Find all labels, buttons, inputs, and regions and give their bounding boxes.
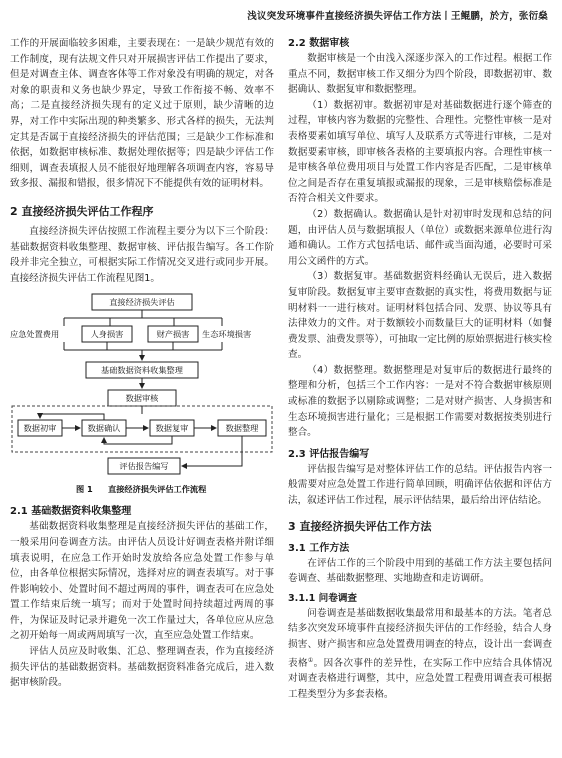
paragraph: 数据审核是一个由浅入深逐步深入的工作过程。根据工作重点不同，数据审核工作又细分为四个阶段，即数据初审、数据确认、数据复审和数据整理。: [288, 53, 552, 96]
flow-label-confirm: 数据确认: [87, 423, 121, 434]
paragraph: 工作的开展面临较多困难，主要表现在：一是缺少规范有效的工作制度，现有法规文件只对开展损害评估工作提出了要求，但是对调查主体、调查客体等工作对象没有明确的规定，对各对象的职责和义务也缺少界定，导致工作衔接不畅、效率不高；二是直接经济损失现有的定义过于原则，缺少清晰的边界，对工作中实际出现的种类繁多、形式各样的损失，无法判定其是否属于直接经济损失的评估范围；三是缺少工作标准和依据，如数据审核标准、数据处理依据等；四是缺少评估工作细则，调查表填报人员不能很好地理解各项调查内容，容易导致多报、漏报和错报，很多情况下不能提供有效的证明材料。: [10, 38, 274, 190]
figure-caption-text: 直接经济损失评估工作流程: [108, 484, 207, 495]
paragraph: 评估人员应及时收集、汇总、整理调查表，作为直接经济损失评估的基础数据资料。基础数据资料准备完成后，进入数据审核阶段。: [10, 646, 274, 689]
paragraph: [288, 606, 552, 703]
flowchart-figure: [10, 292, 274, 498]
flow-label-collect: 基础数据资料收集整理: [101, 365, 183, 376]
section-heading: 2 直接经济损失评估工作程序: [10, 204, 154, 218]
flow-label-emergency: 应急处置费用: [10, 329, 60, 340]
subsection-heading: 3.1 工作方法: [288, 542, 350, 554]
flow-label-property: 财产损害: [156, 329, 190, 340]
subsection-heading: 2.2 数据审核: [288, 38, 350, 49]
paragraph-text: 。因各次事件的差异性，在实际工作中应结合具体情况对调查表格进行调整，其中，应急处置工程费用调查表可根据工程类型分为多套表格。: [288, 657, 553, 700]
subsection-heading: 2.1 基础数据资料收集整理: [10, 506, 132, 518]
flow-label-report: 评估报告编写: [119, 461, 169, 472]
paragraph-text: 问卷调查是基础数据收集最常用和最基本的方法。笔者总结多次突发环境事件直接经济损失评估的工作经验，结合人身损害、财产损害和应急处置费用调查的特点，设计出一套调查表格: [288, 607, 552, 669]
flow-label-top: 直接经济损失评估: [109, 297, 175, 308]
section-heading: 3 直接经济损失评估工作方法: [288, 519, 432, 533]
paragraph: 基础数据资料收集整理是直接经济损失评估的基础工作，一般采用问卷调查方法。由评估人员设计好调查表格并附详细填表说明，在应急工作开始时发放给各应急处置工作参与单位，由各单位根据实际情况，选择对应的调查表填写。对于事件影响较小、处置时间不超过两周的事件，调查表可在应急处置工作结束后统一填写；而对于处置时间持续超过两周的事件，为保证及时记录并避免一次工作量过大，各单位应从应急之初开始每一周或两周填写一次，直至应急处置工作结束。: [10, 521, 274, 642]
paragraph: 在评估工作的三个阶段中用到的基础工作方法主要包括问卷调查、基础数据整理、实地勘查和走访调研。: [288, 557, 552, 585]
left-column: [10, 36, 274, 691]
paragraph: （4）数据整理。数据整理是对复审后的数据进行最终的整理和分析，包括三个工作内容：一是对不符合数据审核原则或标准的数据予以剔除或调整；二是对财产损害、人身损害和生态环境损害进行量化；三是根据工作需要对数据按类别进行整合。: [288, 364, 552, 439]
flow-label-ecology: 生态环境损害: [202, 329, 252, 340]
flow-label-recheck: 数据复审: [155, 423, 189, 434]
flow-label-organize: 数据整理: [225, 423, 259, 434]
footnote-marker: ①: [307, 656, 314, 664]
paragraph: 评估报告编写是对整体评估工作的总结。评估报告内容一般需要对应急处置工作进行简单回顾，明确评估依据和评估方法，叙述评估工作过程，展示评估结果，最后给出评估结论。: [288, 463, 552, 507]
paragraph: （3）数据复审。基础数据资料经确认无误后，进入数据复审阶段。数据复审主要审查数据的真实性，将费用数据与证明材料一一进行核对。证明材料包括合同、发票、协议等具有法律效力的文件。对于数额较小而数量巨大的证明材料（如餐费发票、油费发票等），可抽取一定比例的原始票据进行核实检查。: [288, 271, 552, 361]
subsection-heading: 2.3 评估报告编写: [288, 448, 370, 460]
right-column: [288, 36, 552, 703]
paragraph: 直接经济损失评估按照工作流程主要分为以下三个阶段：基础数据资料收集整理、数据审核、评估报告编写。各工作阶段并非完全独立，可根据实际工作情况交叉进行或同步开展。直接经济损失评估工作流程见图1。: [10, 225, 274, 284]
paragraph: （1）数据初审。数据初审是对基础数据进行逐个筛查的过程，审核内容为数据的完整性、合理性。完整性审核一是对表格要素如填写单位、填写人及联系方式等进行审核，二是对数据要素审核，即审核各表格的主要填报内容。合理性审核一是审核各单位费用项目与处置工作内容是否匹配，二是审核单位之间是否存在重复填报或漏报的现象，三是审核赔偿标准是否符合相关文件要求。: [288, 99, 552, 205]
flow-label-initial-review: 数据初审: [23, 423, 57, 434]
flow-label-review: 数据审核: [125, 393, 159, 404]
paragraph: （2）数据确认。数据确认是针对初审时发现和总结的问题，由评估人员与数据填报人（单位）或数据来源单位进行沟通和确认。工作方式包括电话、邮件或当面沟通，必要时可采用公文函件的方式。: [288, 208, 552, 267]
figure-caption-number: 图 1: [76, 484, 93, 495]
flowchart-diagram: [10, 292, 274, 498]
flow-label-personal: 人身损害: [90, 329, 124, 340]
running-title: 浅议突发环境事件直接经济损失评估工作方法丨王鲲鹏，於方，张衍燊: [247, 11, 548, 22]
subsubsection-heading: 3.1.1 问卷调查: [288, 592, 358, 604]
